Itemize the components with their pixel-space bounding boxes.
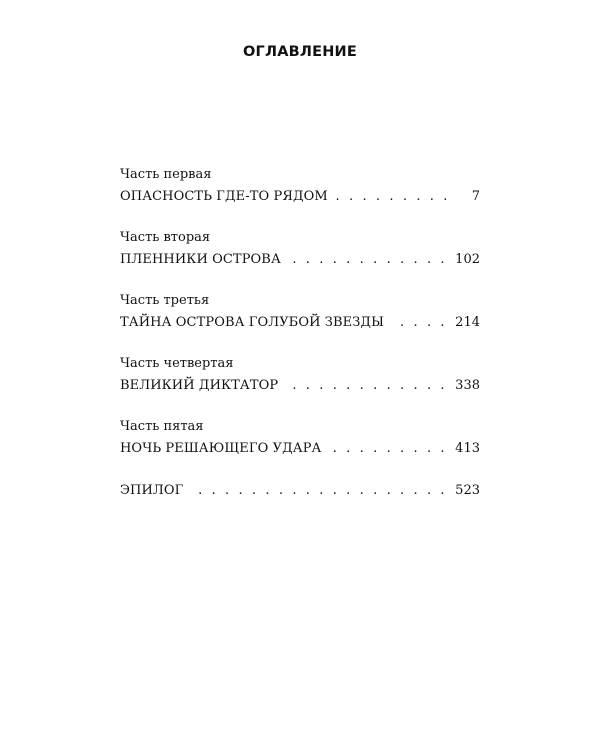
part-label: Часть первая <box>120 167 212 182</box>
part-label: Часть четвертая <box>120 356 234 371</box>
page-number: 7 <box>471 189 480 204</box>
toc-entry-epilogue <box>120 481 480 501</box>
toc-entry-part-1 <box>120 166 480 207</box>
toc-line <box>120 250 480 270</box>
toc-entry-part-4 <box>120 355 480 396</box>
page-number: 523 <box>455 483 480 498</box>
toc-line <box>120 313 480 333</box>
part-label: Часть вторая <box>120 230 211 245</box>
chapter-title: ОПАСНОСТЬ ГДЕ-ТО РЯДОМ <box>120 189 328 204</box>
dot-leader <box>336 187 450 207</box>
dot-leader <box>330 439 448 459</box>
page-number: 214 <box>455 315 480 330</box>
page-number: 338 <box>455 378 480 393</box>
part-label: Часть третья <box>120 293 210 308</box>
toc-line <box>120 481 480 501</box>
toc-line <box>120 439 480 459</box>
toc-line <box>120 187 480 207</box>
toc-entry-part-2 <box>120 229 480 270</box>
chapter-title: НОЧЬ РЕШАЮЩЕГО УДАРА <box>120 441 322 456</box>
dot-leader <box>289 250 447 270</box>
toc-entry-part-3 <box>120 292 480 333</box>
dot-leader <box>191 481 447 501</box>
page-title: ОГЛАВЛЕНИЕ <box>242 44 357 60</box>
chapter-title: ПЛЕННИКИ ОСТРОВА <box>120 252 281 267</box>
toc-entry-part-5 <box>120 418 480 459</box>
toc-line <box>120 376 480 396</box>
chapter-title: ЭПИЛОГ <box>120 483 184 498</box>
chapter-title: ТАЙНА ОСТРОВА ГОЛУБОЙ ЗВЕЗДЫ <box>120 315 384 330</box>
dot-leader <box>286 376 447 396</box>
table-of-contents <box>120 166 480 523</box>
part-label: Часть пятая <box>120 419 204 434</box>
chapter-title: ВЕЛИКИЙ ДИКТАТОР <box>120 378 279 393</box>
page-number: 413 <box>455 441 480 456</box>
dot-leader <box>392 313 447 333</box>
page-number: 102 <box>455 252 480 267</box>
